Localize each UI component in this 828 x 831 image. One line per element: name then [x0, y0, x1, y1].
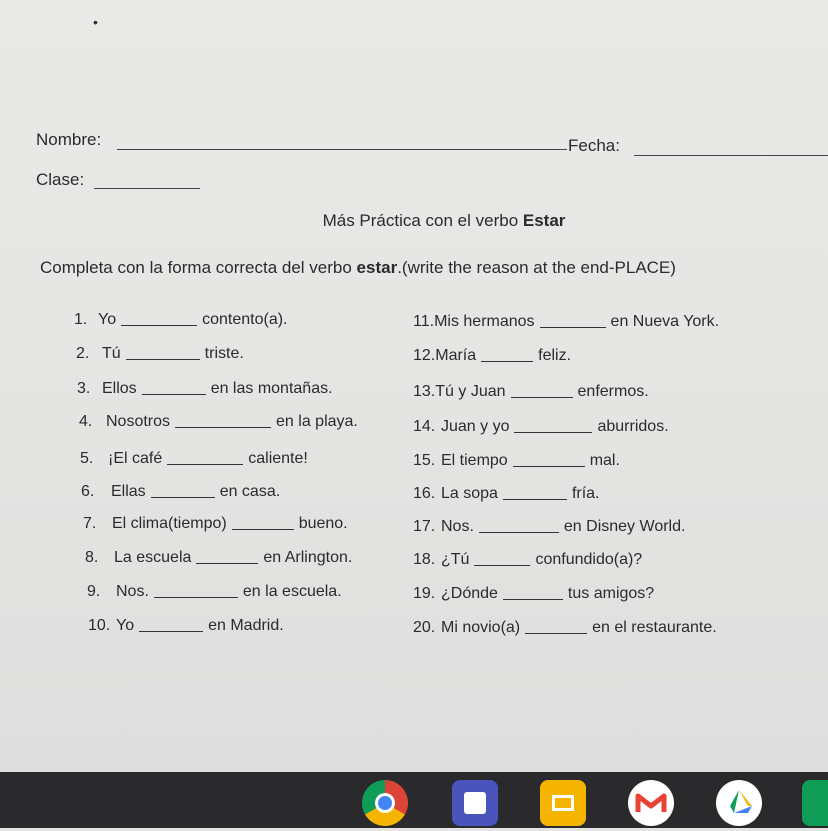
title-bold: Estar — [522, 211, 566, 230]
answer-blank[interactable] — [175, 426, 271, 428]
exercise-subject: ¡El café — [108, 450, 163, 467]
exercise-subject: Yo — [98, 311, 117, 328]
exercise-12 — [413, 347, 571, 365]
exercise-ending: enfermos. — [577, 383, 649, 400]
clase-label: Clase: — [36, 170, 85, 189]
nombre-line — [117, 149, 567, 150]
exercise-ending: en las montañas. — [210, 380, 333, 397]
exercise-ending: contento(a). — [202, 311, 288, 328]
exercise-2 — [76, 345, 244, 363]
exercise-subject: El tiempo — [441, 452, 508, 469]
exercise-number: 15. — [413, 452, 436, 469]
dot-mark: • — [93, 14, 98, 30]
exercise-subject: María — [435, 347, 477, 364]
exercise-number: 2. — [76, 345, 90, 362]
answer-blank[interactable] — [513, 465, 585, 467]
exercise-ending: en Arlington. — [263, 549, 353, 566]
answer-blank[interactable] — [481, 360, 533, 362]
exercise-subject: Nosotros — [106, 413, 171, 430]
answer-blank[interactable] — [514, 431, 592, 433]
teams-icon[interactable] — [452, 780, 498, 826]
answer-blank[interactable] — [511, 396, 573, 398]
answer-blank[interactable] — [154, 596, 238, 598]
answer-blank[interactable] — [167, 463, 243, 465]
exercise-ending: en la escuela. — [242, 583, 342, 600]
exercise-subject: La escuela — [114, 549, 192, 566]
exercise-number: 7. — [83, 515, 97, 532]
exercise-subject: ¿Dónde — [441, 585, 498, 602]
exercise-number: 11. — [413, 313, 435, 330]
exercise-6 — [81, 483, 280, 501]
exercise-13 — [413, 383, 649, 401]
exercise-subject: Mi novio(a) — [441, 619, 521, 636]
exercise-number: 13. — [413, 383, 436, 400]
exercise-subject: La sopa — [441, 485, 498, 502]
exercise-ending: aburridos. — [597, 418, 669, 435]
exercise-1 — [74, 311, 288, 329]
exercise-16 — [413, 485, 600, 503]
exercise-ending: bueno. — [298, 515, 348, 532]
exercise-4 — [79, 413, 358, 431]
exercise-subject: Nos. — [116, 583, 149, 600]
exercise-number: 18. — [413, 551, 436, 568]
exercise-subject: Tú — [102, 345, 121, 362]
exercise-20 — [413, 619, 717, 637]
answer-blank[interactable] — [474, 564, 530, 566]
exercise-number: 20. — [413, 619, 436, 636]
exercise-subject: Nos. — [441, 518, 474, 535]
answer-blank[interactable] — [503, 498, 567, 500]
exercise-subject: Ellas — [111, 483, 146, 500]
exercise-8 — [85, 549, 352, 567]
exercise-ending: confundido(a)? — [535, 551, 643, 568]
answer-blank[interactable] — [139, 630, 203, 632]
exercise-number: 1. — [74, 311, 88, 328]
exercise-ending: feliz. — [538, 347, 572, 364]
exercise-ending: en el restaurante. — [592, 619, 717, 636]
exercise-ending: tus amigos? — [567, 585, 655, 602]
fecha-label: Fecha: — [568, 136, 620, 155]
title-prefix: Más Práctica con el verbo — [322, 211, 523, 230]
drive-icon[interactable] — [716, 780, 762, 826]
exercise-number: 12. — [413, 347, 436, 364]
chrome-icon[interactable] — [362, 780, 408, 826]
exercise-number: 10. — [88, 617, 111, 634]
exercise-subject: Tú y Juan — [435, 383, 506, 400]
nombre-label: Nombre: — [36, 130, 102, 149]
exercise-subject: El clima(tiempo) — [112, 515, 227, 532]
answer-blank[interactable] — [121, 324, 197, 326]
answer-blank[interactable] — [232, 528, 294, 530]
exercise-ending: en Madrid. — [208, 617, 284, 634]
exercise-7 — [83, 515, 348, 533]
answer-blank[interactable] — [479, 531, 559, 533]
exercise-number: 9. — [87, 583, 101, 600]
exercise-ending: fría. — [571, 485, 600, 502]
exercise-11 — [413, 313, 719, 331]
exercise-subject: Mis hermanos — [434, 313, 535, 330]
instructions — [40, 258, 676, 278]
worksheet-title — [0, 211, 828, 231]
instructions-suffix: .(write the reason at the end-PLACE) — [397, 258, 676, 277]
fecha-line — [634, 155, 828, 156]
answer-blank[interactable] — [525, 632, 587, 634]
answer-blank[interactable] — [126, 358, 200, 360]
exercise-number: 6. — [81, 483, 95, 500]
gmail-icon[interactable] — [628, 780, 674, 826]
exercise-3 — [77, 380, 333, 398]
taskbar — [0, 772, 828, 828]
answer-blank[interactable] — [540, 326, 606, 328]
exercise-ending: en Nueva York. — [610, 313, 720, 330]
exercise-number: 5. — [80, 450, 94, 467]
instructions-bold: estar — [356, 258, 398, 277]
exercise-ending: caliente! — [248, 450, 308, 467]
exercise-19 — [413, 585, 654, 603]
sheets-icon[interactable] — [802, 780, 828, 826]
exercise-number: 3. — [77, 380, 91, 397]
exercise-17 — [413, 518, 685, 536]
exercise-10 — [88, 617, 284, 635]
exercise-18 — [413, 551, 642, 569]
exercise-number: 14. — [413, 418, 436, 435]
answer-blank[interactable] — [142, 393, 206, 395]
answer-blank[interactable] — [503, 598, 563, 600]
exercise-subject: ¿Tú — [441, 551, 470, 568]
answer-blank[interactable] — [196, 562, 258, 564]
exercise-number: 17. — [413, 518, 436, 535]
exercise-number: 8. — [85, 549, 99, 566]
exercise-ending: en Disney World. — [563, 518, 686, 535]
exercise-5 — [80, 450, 308, 468]
exercise-ending: mal. — [589, 452, 620, 469]
exercise-ending: en la playa. — [276, 413, 358, 430]
instructions-prefix: Completa con la forma correcta del verbo — [40, 258, 357, 277]
exercise-number: 16. — [413, 485, 436, 502]
exercise-9 — [87, 583, 342, 601]
exercise-ending: triste. — [204, 345, 244, 362]
answer-blank[interactable] — [151, 496, 215, 498]
slides-icon[interactable] — [540, 780, 586, 826]
exercise-number: 19. — [413, 585, 436, 602]
exercise-subject: Ellos — [102, 380, 137, 397]
exercise-15 — [413, 452, 620, 470]
exercise-14 — [413, 418, 669, 436]
exercise-subject: Yo — [116, 617, 135, 634]
exercise-subject: Juan y yo — [441, 418, 510, 435]
exercise-number: 4. — [79, 413, 93, 430]
clase-line — [94, 188, 200, 189]
exercise-ending: en casa. — [219, 483, 281, 500]
